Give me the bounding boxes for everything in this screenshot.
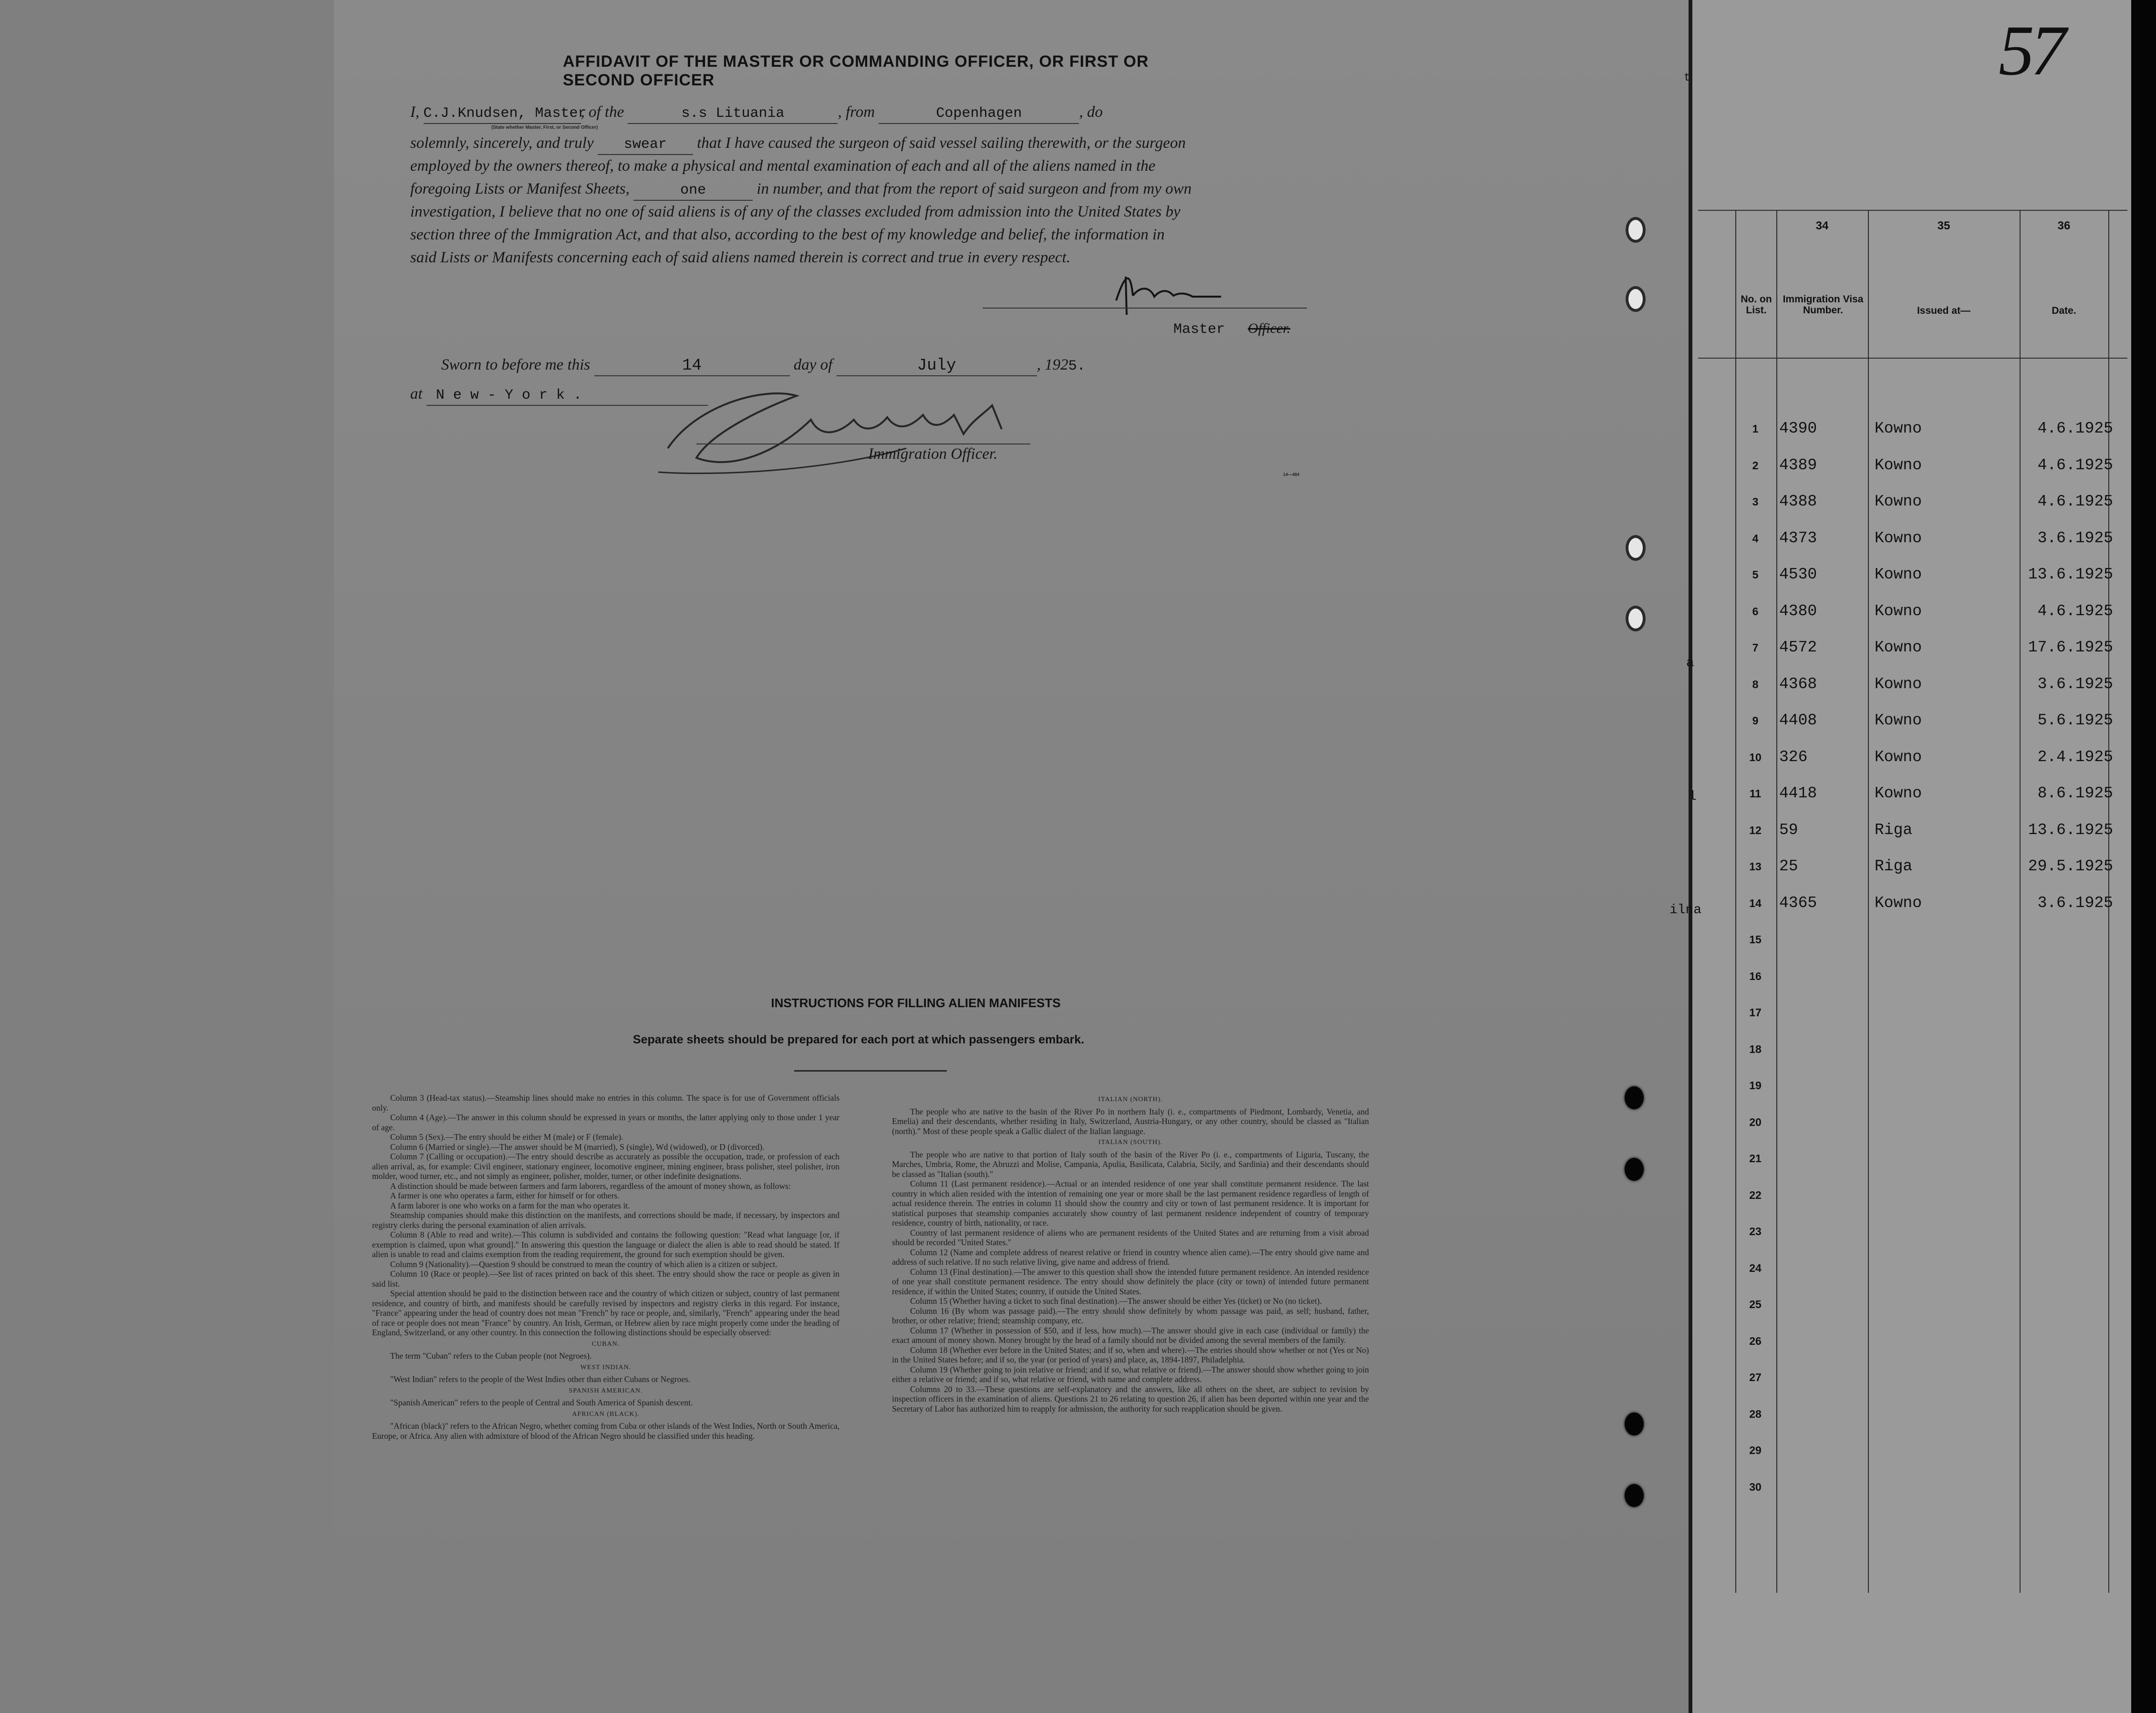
edge-fragment: l bbox=[1689, 789, 1697, 804]
italian-north-text: The people who are native to the basin of the River Po in northern Italy (i. e., compartments of Piedmont, Lombardy, Venetia, and Emelia) and their descendants, whether residing in Italy, Switzerland, Austria-Hungary, or any other country, should be classed as "Italian (north)." Most of these people speak a Gallic dialect of the Italian language. bbox=[892, 1106, 1369, 1136]
row-number: 5 bbox=[1752, 568, 1759, 581]
officer-signature bbox=[639, 377, 1097, 486]
row-number: 20 bbox=[1749, 1115, 1762, 1128]
row-number: 12 bbox=[1749, 824, 1762, 836]
binder-hole-icon bbox=[1625, 1484, 1644, 1507]
instruction-paragraph: Special attention should be paid to the distinction between race and the country of which citizen or subject, country of last permanent residence, and country of birth, and manifests should be carefully revised by inspectors and registry clerks in this regard. For instance, "France" appearing under the head of country does not mean "French" by race or people, and, similarly, "French" appearing under the head of race or people does not mean "France" by country. An Irish, German, or Hebrew alien by race might properly come under the heading of England, Switzerland, or any other country. In this connection the following distinctions should be especially observed: bbox=[372, 1289, 840, 1337]
visa-number-cell: 4390 bbox=[1779, 420, 1817, 437]
instruction-paragraph: Column 11 (Last permanent residence).—Actual or an intended residence of one year shall constitute permanent residence. The last country in which alien resided with the intention of remaining one year or more shall be the last permanent residence regardless of length of actual residence therein. The entries in column 11 should show the country and city or town of last permanent residence. It is important for statistical purposes that steamship companies accurately show country of last permanent residence independent of country of temporary residence, country of birth, nationality, or race. bbox=[892, 1179, 1369, 1228]
master-name: C.J.Knudsen, Master bbox=[424, 104, 581, 124]
instruction-paragraph: Column 10 (Race or people).—See list of races printed on back of this sheet. The entry should show the race or people as given in said list. bbox=[372, 1269, 840, 1289]
page-number: 57 bbox=[1999, 11, 2063, 90]
instruction-paragraph: Country of last permanent residence of aliens who are permanent residents of the United States and are returning from a visit abroad should be recorded "United States." bbox=[892, 1228, 1369, 1247]
visa-number-cell: 4418 bbox=[1779, 784, 1817, 802]
sheet-count: one bbox=[633, 181, 753, 201]
edge-fragment: t bbox=[1684, 72, 1691, 84]
italian-north-heading: ITALIAN (NORTH). bbox=[1098, 1096, 1163, 1103]
issued-at-cell: Kowno bbox=[1875, 675, 1922, 693]
column-number-34: 34 bbox=[1815, 219, 1829, 232]
visa-number-cell: 4373 bbox=[1779, 529, 1817, 547]
instruction-paragraph: Column 13 (Final destination).—The answer to this question shall show the intended future permanent residence. An intended residence of one year shall constitute permanent residence. The entry should show definitely the place (city or town) of intended future permanent residence, if within the United States; country, if outside the United States. bbox=[892, 1267, 1369, 1296]
row-number: 23 bbox=[1749, 1225, 1762, 1238]
instruction-paragraph: Column 8 (Able to read and write).—This column is subdivided and contains the following question: "Read what language [or, if exemption is claimed, upon what ground]." In answering this question the language or dialect the alien is able to read should be stated. If alien is unable to read and claims exemption from the reading requirement, the ground for such exemption should be given. bbox=[372, 1230, 840, 1259]
row-number: 7 bbox=[1752, 641, 1759, 654]
date-cell: 2.4.1925 bbox=[2037, 748, 2113, 766]
sworn-place-line: at N e w - Y o r k . bbox=[410, 384, 1345, 406]
african-text: "African (black)" refers to the African Negro, whether coming from Cuba or other islands of the West Indies, North or South America, Europe, or Africa. Any alien with admixture of blood of the African Negro should be classified under this heading. bbox=[372, 1421, 840, 1441]
row-number: 29 bbox=[1749, 1444, 1762, 1456]
instruction-paragraph: Column 9 (Nationality).—Question 9 should be construed to mean the country of which alien is a citizen or subject. bbox=[390, 1259, 777, 1269]
date-cell: 3.6.1925 bbox=[2037, 529, 2113, 547]
date-cell: 13.6.1925 bbox=[2028, 566, 2113, 583]
do-label: , do bbox=[1079, 103, 1103, 121]
instructions-left-column bbox=[372, 1093, 840, 1441]
issued-at-cell: Kowno bbox=[1875, 420, 1922, 437]
date-cell: 4.6.1925 bbox=[2037, 420, 2113, 437]
instruction-paragraph: A farm laborer is one who works on a farm for the man who operates it. bbox=[390, 1200, 630, 1210]
instruction-paragraph: Column 17 (Whether in possession of $50, and if less, how much).—The answer should give in each case (individual or family) the exact amount of money shown. Money brought by the head of a family should not be divided among the several members of the family. bbox=[892, 1325, 1369, 1345]
visa-number-cell: 4408 bbox=[1779, 712, 1817, 729]
instructions-right-column bbox=[892, 1093, 1369, 1414]
officer-rank-note: (State whether Master, First, or Second Officer) bbox=[491, 125, 598, 130]
instruction-paragraph: Column 18 (Whether ever before in the United States; and if so, when and where).—The entries should show whether or not (Yes or No) in the United States before; and if so, the year (or period of years) and place, as, 1894-1897, Philadelphia. bbox=[892, 1345, 1369, 1364]
affidavit-line-1 bbox=[410, 103, 1345, 124]
instruction-paragraph: Column 6 (Married or single).—The answer should be M (married), S (single), Wd (widowed), or D (divorced). bbox=[390, 1142, 765, 1152]
affidavit-line-5: investigation, I believe that no one of said aliens is of any of the classes excluded from admission into the United States by bbox=[410, 203, 1181, 220]
row-number: 16 bbox=[1749, 970, 1762, 982]
instruction-paragraph: Column 4 (Age).—The answer in this column should be expressed in years or months, the latter applying only to those under 1 year of age. bbox=[372, 1113, 840, 1132]
master-signature-line bbox=[983, 308, 1307, 309]
binder-hole-icon bbox=[1625, 1158, 1644, 1181]
signature-title: Master Officer. bbox=[1173, 320, 1291, 338]
row-number: 9 bbox=[1752, 714, 1759, 727]
visa-number-cell: 4389 bbox=[1779, 456, 1817, 474]
cuban-heading: CUBAN. bbox=[591, 1340, 620, 1348]
date-cell: 8.6.1925 bbox=[2037, 784, 2113, 802]
issued-at-cell: Kowno bbox=[1875, 748, 1922, 766]
row-number: 18 bbox=[1749, 1042, 1762, 1055]
column-number-35: 35 bbox=[1937, 219, 1950, 232]
table-top-rule bbox=[1698, 210, 2127, 211]
visa-number-cell: 4530 bbox=[1779, 566, 1817, 583]
spanish-american-heading: SPANISH AMERICAN. bbox=[569, 1387, 643, 1394]
instruction-paragraph: Column 19 (Whether going to join relative or friend; and if so, what relative or friend).—The answer should show whether going to join either a relative or friend; and if so, what relative or friend, with name and complete address. bbox=[892, 1364, 1369, 1384]
visa-number-cell: 4572 bbox=[1779, 639, 1817, 656]
table-header-rule bbox=[1698, 358, 2127, 359]
row-number: 30 bbox=[1749, 1480, 1762, 1493]
visa-number-cell: 4380 bbox=[1779, 602, 1817, 620]
date-cell: 13.6.1925 bbox=[2028, 821, 2113, 839]
of-the-label: , of the bbox=[580, 103, 624, 121]
issued-at-cell: Kowno bbox=[1875, 894, 1922, 912]
date-cell: 29.5.1925 bbox=[2028, 857, 2113, 875]
instruction-paragraph: Columns 20 to 33.—These questions are self-explanatory and the answers, like all others on the sheet, are subject to revision by inspection officers in the examination of aliens. Questions 21 to 26 relating to question 26, if alien has been deported within one year and the Secretary of Labor has authorized him to reapply for admission, the authority for such reapplication should be given. bbox=[892, 1384, 1369, 1414]
instruction-paragraph: Column 7 (Calling or occupation).—The entry should describe as accurately as possible the occupation, trade, or profession of each alien arrival, as, for example: Civil engineer, stationary engineer, locomotive engineer, mining engineer, brass polisher, steel polisher, iron molder, wood turner, etc., and not simply as engineer, polisher, molder, turner, or other indefinite designations. bbox=[372, 1152, 840, 1181]
column-number-36: 36 bbox=[2057, 219, 2071, 232]
instructions-divider bbox=[794, 1070, 947, 1072]
row-number: 8 bbox=[1752, 678, 1759, 691]
date-cell: 3.6.1925 bbox=[2037, 675, 2113, 693]
spanish-american-text: "Spanish American" refers to the people of Central and South America of Spanish descent. bbox=[390, 1398, 693, 1407]
instruction-paragraph: A distinction should be made between farmers and farm laborers, regardless of the amount of money shown, as follows: bbox=[390, 1181, 791, 1191]
row-number: 14 bbox=[1749, 897, 1762, 909]
affidavit-line-7: said Lists or Manifests concerning each of said aliens named therein is correct and true in every respect. bbox=[410, 249, 1070, 266]
affidavit-line-3: employed by the owners thereof, to make a physical and mental examination of each and all of the aliens named in the bbox=[410, 157, 1156, 175]
west-indian-text: "West Indian" refers to the people of the West Indies other than either Cubans or Negroes. bbox=[390, 1374, 691, 1384]
issued-at-cell: Kowno bbox=[1875, 529, 1922, 547]
form-mark: 14—484 bbox=[1283, 472, 1300, 477]
binder-hole-icon bbox=[1625, 1086, 1644, 1109]
header-visa-number: Immigration Visa Number. bbox=[1783, 294, 1864, 316]
issued-at-cell: Kowno bbox=[1875, 566, 1922, 583]
affidavit-line-4: foregoing Lists or Manifest Sheets, one in number, and that from the report of said surgeon and from my own bbox=[410, 179, 1345, 201]
row-number: 6 bbox=[1752, 605, 1759, 618]
issued-at-cell: Riga bbox=[1875, 857, 1913, 875]
cuban-text: The term "Cuban" refers to the Cuban people (not Negroes). bbox=[390, 1351, 592, 1361]
table-column-rule bbox=[1776, 210, 1777, 1593]
instruction-paragraph: A farmer is one who operates a farm, either for himself or for others. bbox=[390, 1191, 620, 1200]
affidavit-line-2: solemnly, sincerely, and truly swear that I have caused the surgeon of said vessel sailing therewith, or the surgeon bbox=[410, 134, 1345, 155]
affidavit-line-6: section three of the Immigration Act, and that also, according to the best of my knowledge and belief, the information in bbox=[410, 226, 1165, 243]
binder-hole-icon bbox=[1626, 286, 1646, 312]
instruction-paragraph: Steamship companies should make this distinction on the manifests, and corrections should be made, if necessary, by inspectors and registry clerks during the personal examination of alien arrivals. bbox=[372, 1210, 840, 1230]
sworn-month: July bbox=[837, 356, 1037, 376]
visa-number-cell: 4368 bbox=[1779, 675, 1817, 693]
row-number: 27 bbox=[1749, 1371, 1762, 1383]
binder-hole-icon bbox=[1626, 535, 1646, 561]
row-number: 13 bbox=[1749, 860, 1762, 873]
west-indian-heading: WEST INDIAN. bbox=[580, 1363, 632, 1371]
row-number: 28 bbox=[1749, 1407, 1762, 1420]
vessel-name: s.s Lituania bbox=[628, 104, 838, 124]
header-date: Date. bbox=[2052, 305, 2076, 316]
row-number: 24 bbox=[1749, 1261, 1762, 1274]
row-number: 3 bbox=[1752, 495, 1759, 508]
sworn-year: 5. bbox=[1068, 358, 1086, 374]
oath-word: swear bbox=[598, 135, 693, 155]
instructions-subtitle: Separate sheets should be prepared for each port at which passengers embark. bbox=[632, 1033, 1085, 1046]
visa-number-cell: 25 bbox=[1779, 857, 1798, 875]
instruction-paragraph: Column 12 (Name and complete address of nearest relative or friend in country whence alien came).—The entry should give name and address of such relative. If no such relative living, give name and address of friend. bbox=[892, 1247, 1369, 1267]
row-number: 11 bbox=[1749, 787, 1762, 800]
binder-hole-icon bbox=[1626, 217, 1646, 243]
row-number: 1 bbox=[1752, 423, 1759, 435]
instructions-title: INSTRUCTIONS FOR FILLING ALIEN MANIFESTS bbox=[771, 996, 1061, 1010]
date-cell: 4.6.1925 bbox=[2037, 493, 2113, 510]
issued-at-cell: Kowno bbox=[1875, 784, 1922, 802]
visa-number-cell: 4388 bbox=[1779, 493, 1817, 510]
instruction-paragraph: The people who are native to that portion of Italy south of the basin of the River Po (i. e., compartments of Liguria, Tuscany, the Marches, Umbria, Rome, the Abruzzi and Molise, Campania, Apulia, Basilicata, Calabria, Sicily, and Sardinia) and their descendants should be classed as "Italian (south)." bbox=[892, 1149, 1369, 1179]
table-column-rule bbox=[1868, 210, 1869, 1593]
sheet-gap bbox=[1689, 0, 1692, 1713]
row-number: 25 bbox=[1749, 1298, 1762, 1311]
date-cell: 3.6.1925 bbox=[2037, 894, 2113, 912]
issued-at-cell: Kowno bbox=[1875, 712, 1922, 729]
struck-officer: Officer. bbox=[1248, 320, 1291, 336]
header-issued-at: Issued at— bbox=[1917, 305, 1971, 316]
instruction-paragraph: Column 15 (Whether having a ticket to such final destination).—The answer should be either Yes (ticket) or No (no ticket). bbox=[910, 1296, 1322, 1306]
table-column-rule bbox=[2020, 210, 2021, 1593]
row-number: 21 bbox=[1749, 1152, 1762, 1165]
row-number: 22 bbox=[1749, 1188, 1762, 1201]
date-cell: 17.6.1925 bbox=[2028, 639, 2113, 656]
edge-fragment-ilna: ilna bbox=[1669, 903, 1702, 918]
row-number: 19 bbox=[1749, 1079, 1762, 1092]
sworn-day: 14 bbox=[594, 356, 790, 376]
instruction-paragraph: Column 5 (Sex).—The entry should be either M (male) or F (female). bbox=[390, 1132, 623, 1142]
departure-port: Copenhagen bbox=[879, 104, 1079, 124]
row-number: 10 bbox=[1749, 751, 1762, 764]
sworn-line: Sworn to before me this 14 day of July , 1925. bbox=[441, 355, 1376, 376]
row-number: 4 bbox=[1752, 532, 1759, 545]
issued-at-cell: Kowno bbox=[1875, 639, 1922, 656]
visa-number-cell: 4365 bbox=[1779, 894, 1817, 912]
edge-fragment: a bbox=[1686, 656, 1694, 671]
issued-at-cell: Kowno bbox=[1875, 493, 1922, 510]
african-heading: AFRICAN (BLACK). bbox=[572, 1410, 640, 1418]
affidavit-i: I, bbox=[410, 103, 420, 121]
row-number: 2 bbox=[1752, 459, 1759, 472]
instruction-paragraph: Column 16 (By whom was passage paid).—The entry should show definitely by whom passage was paid, as self; husband, father, brother, or other relative; friend; steamship company, etc. bbox=[892, 1306, 1369, 1325]
italian-south-heading: ITALIAN (SOUTH). bbox=[1098, 1139, 1163, 1146]
row-number: 26 bbox=[1749, 1334, 1762, 1347]
sworn-place: N e w - Y o r k . bbox=[426, 386, 708, 406]
issued-at-cell: Kowno bbox=[1875, 456, 1922, 474]
row-number: 17 bbox=[1749, 1006, 1762, 1019]
row-number: 15 bbox=[1749, 933, 1762, 946]
affidavit-title: AFFIDAVIT OF THE MASTER OR COMMANDING OFFICER, OR FIRST OR SECOND OFFICER bbox=[563, 52, 1149, 89]
header-no-on-list: No. on List. bbox=[1741, 294, 1772, 316]
instruction-paragraph: Column 3 (Head-tax status).—Steamship lines should make no entries in this column. The space is for use of Government officials only. bbox=[372, 1093, 840, 1113]
date-cell: 4.6.1925 bbox=[2037, 456, 2113, 474]
binder-hole-icon bbox=[1626, 606, 1646, 631]
date-cell: 5.6.1925 bbox=[2037, 712, 2113, 729]
from-label: , from bbox=[838, 103, 875, 121]
visa-number-cell: 59 bbox=[1779, 821, 1798, 839]
officer-title: Immigration Officer. bbox=[868, 445, 998, 463]
binder-hole-icon bbox=[1625, 1413, 1644, 1435]
master-signature bbox=[1097, 267, 1250, 320]
issued-at-cell: Kowno bbox=[1875, 602, 1922, 620]
issued-at-cell: Riga bbox=[1875, 821, 1913, 839]
date-cell: 4.6.1925 bbox=[2037, 602, 2113, 620]
visa-number-cell: 326 bbox=[1779, 748, 1808, 766]
